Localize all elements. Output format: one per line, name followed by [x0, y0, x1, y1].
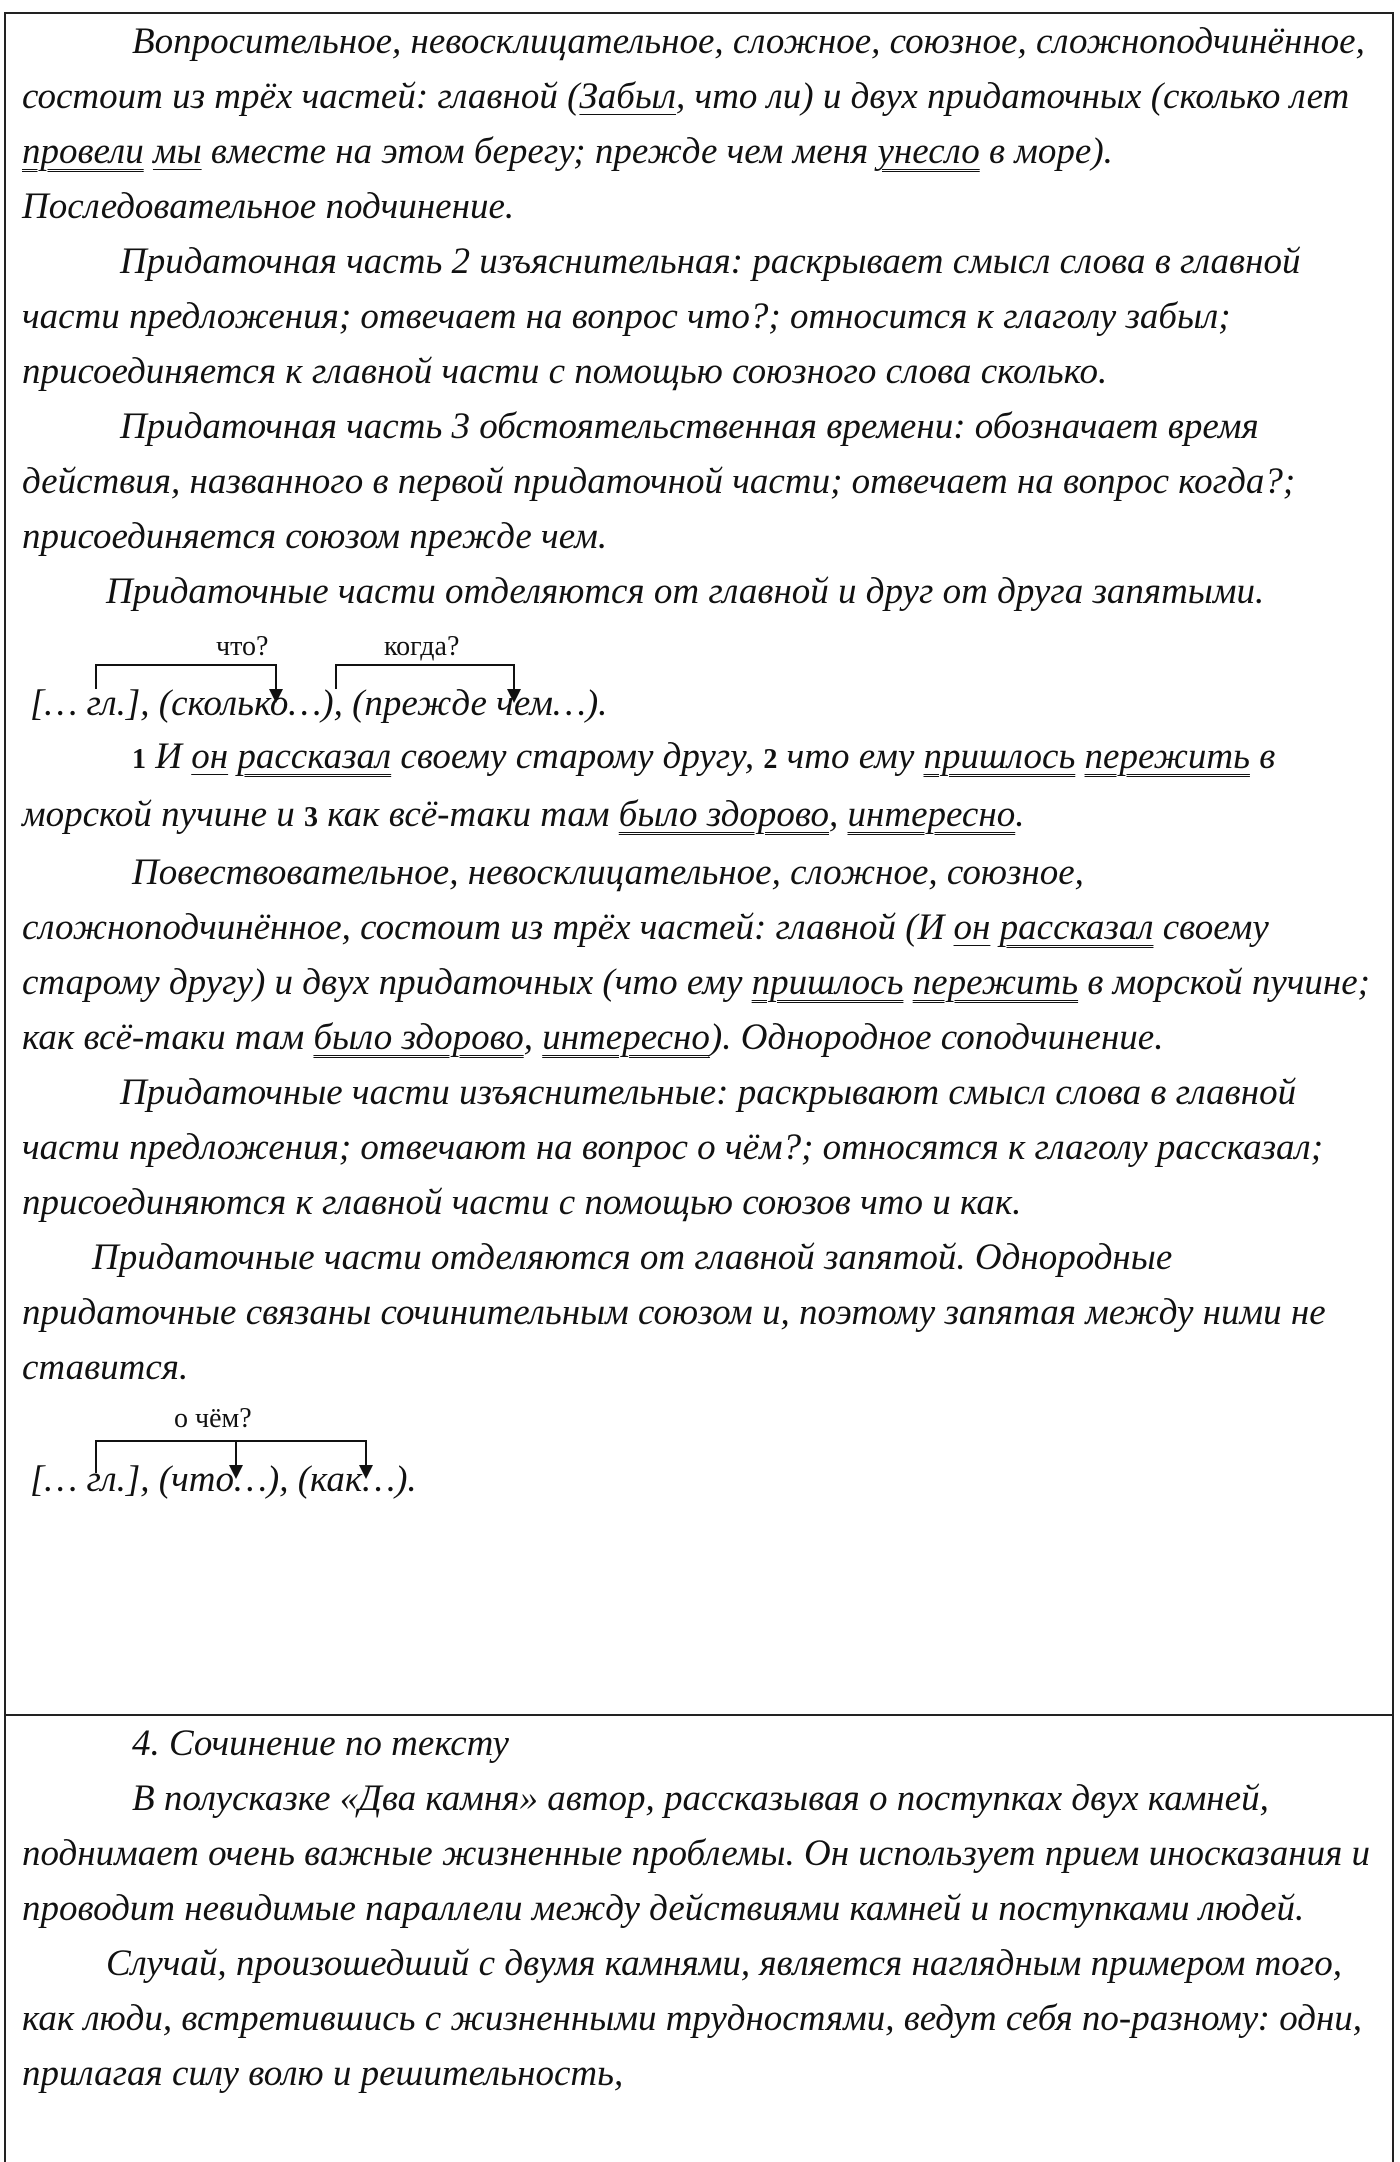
- answer-cell: [6, 14, 1392, 1716]
- sentence-scheme-2: [6, 1395, 1392, 1505]
- paragraph-clause-2: Придаточная часть 2 изъяснительная: раскрывает смысл слова в главной части предложения; отвечает на вопрос что?; относится к глаголу забыл; присоединяется к главной части с помощью союзного слова сколько.: [22, 241, 1301, 392]
- question-label: когда?: [384, 631, 460, 662]
- scheme-formula: [… гл.], (сколько…), (прежде чем…).: [30, 683, 608, 724]
- paragraph-analysis-1: Вопросительное, невосклицательное, сложное, союзное, сложноподчинённое, состоит из трёх частей: главной (Забыл, что ли) и двух придаточных (сколько лет провели мы вместе на этом берегу; прежде чем меня унесло в море). Последовательное подчинение.: [22, 21, 1365, 227]
- essay-paragraph-2: Случай, произошедший с двумя камнями, является наглядным примером того, как люди, встретившись с жизненными трудностями, ведут себя по-разному: одни, прилагая силу волю и решительность,: [22, 1943, 1363, 2094]
- section-heading: 4. Сочинение по тексту: [132, 1723, 509, 1764]
- paragraph-clause-3: Придаточная часть 3 обстоятельственная времени: обозначает время действия, названного в первой придаточной части; отвечает на вопрос когда?; присоединяется союзом прежде чем.: [22, 406, 1296, 557]
- table-frame: [4, 12, 1394, 2162]
- paragraph-analysis-2: Повествовательное, невосклицательное, сложное, союзное, сложноподчинённое, состоит из трёх частей: главной (И он рассказал своему старому другу) и двух придаточных (что ему пришлось пережить в морской пучине; как всё-таки там было здорово, интересно). Однородное соподчинение.: [22, 852, 1370, 1058]
- question-label: что?: [216, 631, 269, 662]
- paragraph-punctuation-2: Придаточные части отделяются от главной запятой. Однородные придаточные связаны сочинительным союзом и, поэтому запятая между ними не ставится.: [22, 1237, 1326, 1388]
- essay-paragraph-1: В полусказке «Два камня» автор, рассказывая о поступках двух камней, поднимает очень важные жизненные проблемы. Он использует прием иносказания и проводит невидимые параллели между действиями камней и поступками людей.: [22, 1778, 1371, 1929]
- sentence-scheme-1: [6, 619, 1392, 729]
- predicate-word: провели: [22, 131, 144, 172]
- predicate-word: Забыл: [579, 76, 677, 117]
- question-label: о чём?: [174, 1403, 252, 1434]
- scheme-formula: [… гл.], (что…), (как…).: [30, 1459, 417, 1500]
- paragraph-clauses-explain: Придаточные части изъяснительные: раскрывают смысл слова в главной части предложения; отвечают на вопрос о чём?; относятся к глаголу рассказал; присоединяются к главной части с помощью союзов что и как.: [22, 1072, 1324, 1223]
- essay-cell: [6, 1716, 1392, 2101]
- predicate-word: унесло: [877, 131, 980, 172]
- subject-word: мы: [152, 131, 202, 172]
- example-sentence: 1 И он рассказал своему старому другу, 2 что ему пришлось пережить в морской пучине и 3 как всё-таки там было здорово, интересно.: [22, 736, 1276, 835]
- paragraph-punctuation: Придаточные части отделяются от главной и друг от друга запятыми.: [106, 571, 1265, 612]
